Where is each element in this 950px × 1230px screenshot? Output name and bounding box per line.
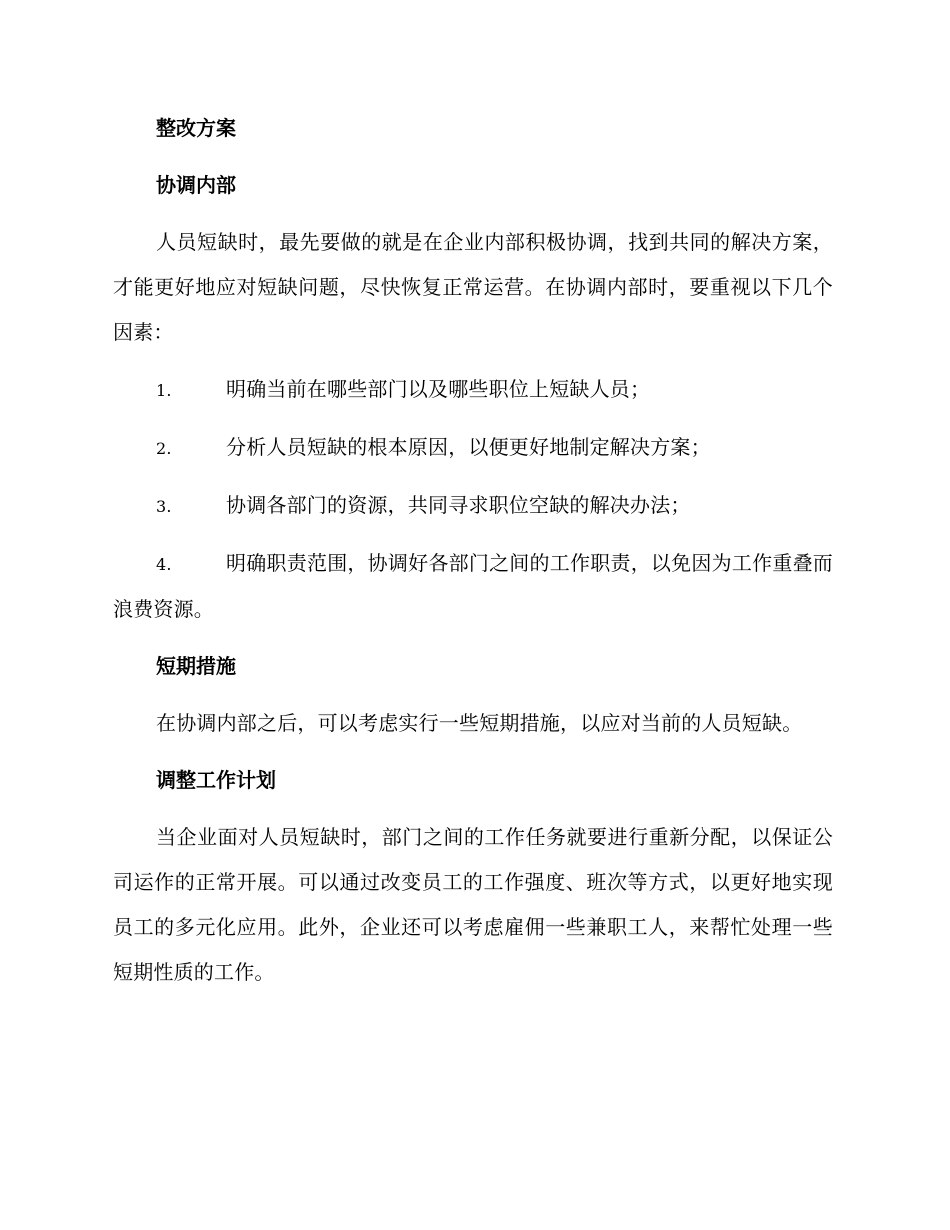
- list-item-number: 4.: [156, 555, 172, 574]
- list-item: [113, 541, 833, 632]
- list-item-number: 1.: [156, 381, 172, 400]
- list-item-text: 明确当前在哪些部门以及哪些职位上短缺人员；: [226, 377, 651, 401]
- list-item: [113, 367, 833, 413]
- section-paragraph-short-term-measures: 在协调内部之后，可以考虑实行一些短期措施，以应对当前的人员短缺。: [156, 711, 803, 735]
- document-page: [113, 106, 833, 1007]
- section-paragraph-coordinate-internal: 人员短缺时，最先要做的就是在企业内部积极协调，找到共同的解决方案，才能更好地应对短缺问题，尽快恢复正常运营。在协调内部时，要重视以下几个因素：: [113, 230, 833, 344]
- list-item-number: 2.: [156, 439, 172, 458]
- section-heading-short-term-measures: 短期措施: [156, 654, 236, 678]
- list-item-text: 明确职责范围，协调好各部门之间的工作职责，以免因为工作重叠而浪费资源。: [113, 551, 833, 621]
- list-item: [113, 425, 833, 471]
- list-item: [113, 483, 833, 529]
- factor-list: [113, 367, 833, 632]
- list-item-number: 3.: [156, 497, 172, 516]
- section-paragraph-adjust-work-plan: 当企业面对人员短缺时，部门之间的工作任务就要进行重新分配，以保证公司运作的正常开展。可以通过改变员工的工作强度、班次等方式，以更好地实现员工的多元化应用。此外，企业还可以考虑雇佣一些兼职工人，来帮忙处理一些短期性质的工作。: [113, 825, 833, 984]
- document-title: 整改方案: [156, 116, 236, 140]
- list-item-text: 分析人员短缺的根本原因，以便更好地制定解决方案；: [226, 435, 711, 459]
- list-item-text: 协调各部门的资源，共同寻求职位空缺的解决办法；: [226, 493, 691, 517]
- section-heading-coordinate-internal: 协调内部: [156, 173, 236, 197]
- section-heading-adjust-work-plan: 调整工作计划: [156, 768, 276, 792]
